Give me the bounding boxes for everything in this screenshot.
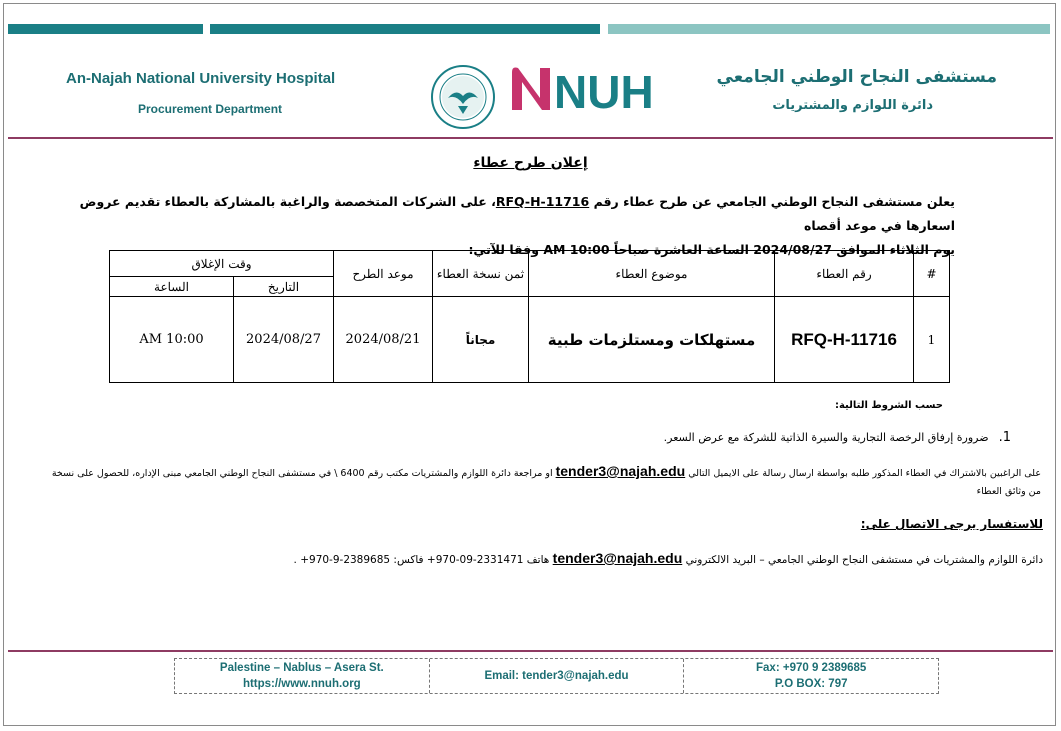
footer-box (174, 658, 939, 694)
intro-line-1: يعلن مستشفى النجاح الوطني الجامعي عن طرح عطاء رقم RFQ-H-11716، على الشركات المتخصصة والراغبة بالمشاركة بالعطاء تقديم عروض اسعارها في موعد أقصاه (79, 194, 955, 233)
col-header-copy-price: ثمن نسخة العطاء (433, 251, 529, 297)
header-bar-middle (210, 24, 600, 34)
header-divider (8, 137, 1053, 139)
svg-text:NUH: NUH (554, 66, 654, 112)
contact-heading: للاستفسار يرجى الاتصال على: (860, 517, 1043, 531)
condition-item (664, 430, 1011, 445)
footer-email[interactable]: Email: tender3@najah.edu (484, 670, 629, 682)
cell-closing-date: 2024/08/27 (234, 297, 334, 383)
conditions-heading: حسب الشروط التالية: (834, 400, 943, 411)
col-header-release-date: موعد الطرح (334, 251, 433, 297)
condition-number: 1. (998, 430, 1011, 445)
footer-po-box: P.O BOX: 797 (774, 678, 848, 690)
tender-table (109, 250, 950, 383)
footer-fax-cell (683, 659, 938, 693)
participation-paragraph: على الراغبين بالاشتراك في العطاء المذكور طلبه بواسطة ارسال رسالة على الايميل التالي tender3@najah.edu او مراجعة دائرة اللوازم والمشتريات مكتب رقم 6400 \ في مستشفى النجاح الوطني الجامعي مبنى الإداره، للحصول على نسخة من وثائق العطاء (51, 463, 1041, 497)
condition-text: ضرورة إرفاق الرخصة التجارية والسيرة الذاتية للشركة مع عرض السعر. (663, 431, 989, 444)
cell-num: 1 (914, 297, 950, 383)
hospital-name-en: An-Najah National University Hospital (66, 70, 336, 87)
header-bar-right (608, 24, 1050, 34)
footer-address: Palestine – Nablus – Asera St. (219, 662, 384, 674)
footer-email-cell (429, 659, 684, 693)
col-header-closing: وقت الإغلاق (110, 251, 334, 277)
col-header-date: التاريخ (234, 277, 334, 297)
nnuh-logo (510, 64, 662, 112)
footer-website-link[interactable]: https://www.nnuh.org (242, 678, 361, 690)
contact-email-link[interactable]: tender3@najah.edu (552, 550, 683, 566)
header-bar-left (8, 24, 203, 34)
table-row (110, 297, 950, 383)
cell-tender-number: RFQ-H-11716 (775, 297, 914, 383)
col-header-tender-number: رقم العطاء (775, 251, 914, 297)
department-name-en: Procurement Department (138, 102, 283, 116)
footer-fax: Fax: +970 9 2389685 (756, 662, 867, 674)
cell-release-date: 2024/08/21 (334, 297, 433, 383)
cell-copy-price: مجاناً (433, 297, 529, 383)
col-header-time: الساعة (110, 277, 234, 297)
cell-subject: مستهلكات ومستلزمات طبية (529, 297, 775, 383)
footer-divider (8, 650, 1053, 652)
participation-email-link[interactable]: tender3@najah.edu (555, 463, 686, 479)
university-seal-icon (430, 64, 496, 130)
hospital-name-ar: مستشفى النجاح الوطني الجامعي (716, 67, 997, 87)
tender-reference: RFQ-H-11716 (495, 194, 590, 209)
footer-address-cell (175, 659, 429, 693)
announcement-title: إعلان طرح عطاء (473, 155, 588, 171)
col-header-num: # (914, 251, 950, 297)
intro-line-2: يوم الثلاثاء الموافق 2024/08/27 الساعة العاشرة صباحاً AM 10:00 وفقا للآتي: (468, 242, 955, 257)
col-header-subject: موضوع العطاء (529, 251, 775, 297)
contact-details: دائرة اللوازم والمشتريات في مستشفى النجاح الوطني الجامعي – البريد الالكتروني tender3@najah.edu هاتف ‎+970-09-2331471‎ فاكس: ‎+970-9-2389685‎ . (293, 550, 1043, 566)
department-name-ar: دائرة اللوازم والمشتريات (772, 98, 933, 113)
cell-closing-time: AM 10:00 (110, 297, 234, 383)
